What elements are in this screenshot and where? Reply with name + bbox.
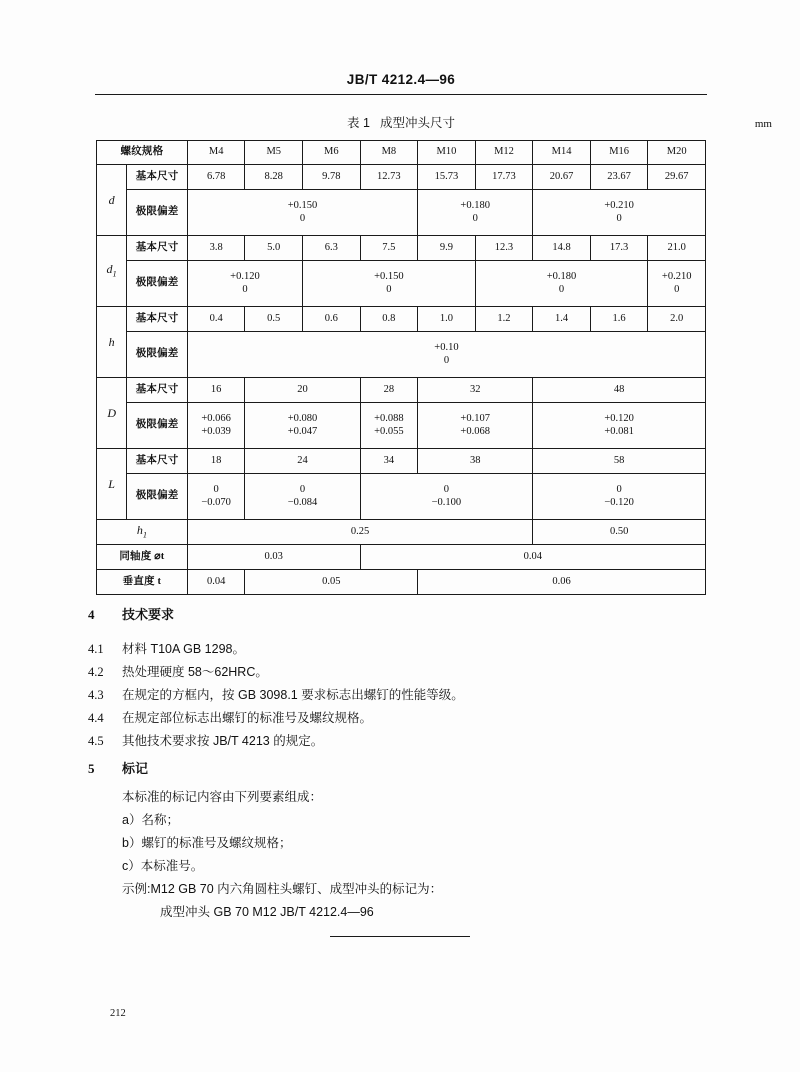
tol-lower: +0.039 bbox=[201, 425, 231, 437]
row-perpendicularity bbox=[97, 570, 706, 595]
cell-d1-basic-7: 17.3 bbox=[590, 236, 648, 261]
clause-5-example-mark: 成型冲头 GB 70 M12 JB/T 4212.4—96 bbox=[160, 905, 374, 919]
tol-lower: +0.081 bbox=[604, 425, 634, 437]
clause-5-heading bbox=[88, 758, 148, 777]
page-number: 212 bbox=[110, 1008, 126, 1019]
cell-d-tol-1 bbox=[418, 190, 533, 236]
cell-d-basic-4: 15.73 bbox=[418, 165, 476, 190]
clause-4-1-text: 材料 T10A GB 1298。 bbox=[122, 642, 245, 656]
tol-upper: +0.180 bbox=[546, 270, 577, 282]
cell-D-basic-0: 16 bbox=[187, 378, 245, 403]
cell-h-basic-7: 1.6 bbox=[590, 307, 648, 332]
clause-4-4 bbox=[88, 708, 372, 726]
row-D-basic bbox=[97, 378, 706, 403]
col-header-m6: M6 bbox=[303, 141, 361, 165]
col-header-m20: M20 bbox=[648, 141, 706, 165]
table-header-row bbox=[97, 141, 706, 165]
clause-5-line-a: a）名称； bbox=[122, 813, 179, 827]
cell-L-tol-0 bbox=[187, 474, 245, 520]
cell-d1-basic-4: 9.9 bbox=[418, 236, 476, 261]
label-h1-sub: 1 bbox=[142, 530, 148, 540]
clause-5-line-b: b）螺钉的标准号及螺纹规格； bbox=[122, 836, 292, 850]
cell-D-basic-2: 28 bbox=[360, 378, 418, 403]
tol-lower: −0.084 bbox=[287, 496, 318, 508]
cell-coaxiality-0: 0.03 bbox=[187, 545, 360, 570]
cell-L-tol-1 bbox=[245, 474, 360, 520]
label-tol-D: 极限偏差 bbox=[127, 403, 188, 449]
tol-upper: 0 bbox=[443, 483, 450, 495]
row-h-tolerance bbox=[97, 332, 706, 378]
clause-4-3 bbox=[88, 685, 464, 703]
cell-D-basic-1: 20 bbox=[245, 378, 360, 403]
tol-upper: 0 bbox=[616, 483, 622, 495]
tol-upper: +0.10 bbox=[434, 341, 459, 353]
cell-perpendicularity-2: 0.06 bbox=[418, 570, 706, 595]
cell-perpendicularity-1: 0.05 bbox=[245, 570, 418, 595]
table-unit-label: mm bbox=[754, 118, 772, 130]
cell-L-basic-0: 18 bbox=[187, 449, 245, 474]
cell-h-basic-2: 0.6 bbox=[303, 307, 361, 332]
cell-L-basic-1: 24 bbox=[245, 449, 360, 474]
cell-L-basic-4: 58 bbox=[533, 449, 706, 474]
cell-h1-1: 0.50 bbox=[533, 520, 706, 545]
clause-4-heading bbox=[88, 604, 174, 623]
row-coaxiality bbox=[97, 545, 706, 570]
clause-5-example-intro: 示例:M12 GB 70 内六角圆柱头螺钉、成型冲头的标记为： bbox=[122, 882, 443, 896]
symbol-d1-base: d bbox=[106, 262, 113, 277]
cell-D-tol-4 bbox=[533, 403, 706, 449]
cell-h-tol-0 bbox=[187, 332, 705, 378]
tol-lower: −0.120 bbox=[604, 496, 634, 508]
row-L-basic bbox=[97, 449, 706, 474]
clause-4-title: 技术要求 bbox=[122, 607, 175, 622]
tol-upper: +0.066 bbox=[201, 412, 231, 424]
cell-d-basic-3: 12.73 bbox=[360, 165, 418, 190]
cell-h-basic-0: 0.4 bbox=[187, 307, 245, 332]
tol-lower: +0.047 bbox=[287, 425, 318, 437]
cell-d1-basic-0: 3.8 bbox=[187, 236, 245, 261]
cell-perpendicularity-0: 0.04 bbox=[187, 570, 245, 595]
label-tol-h: 极限偏差 bbox=[127, 332, 188, 378]
cell-d1-basic-2: 6.3 bbox=[303, 236, 361, 261]
tol-lower: 0 bbox=[242, 283, 248, 295]
clause-4-5 bbox=[88, 731, 323, 749]
tol-upper: 0 bbox=[213, 483, 219, 495]
tol-lower: 0 bbox=[472, 212, 478, 224]
label-tol-d: 极限偏差 bbox=[127, 190, 188, 236]
clause-4-number: 4 bbox=[88, 607, 95, 622]
tol-upper: +0.120 bbox=[230, 270, 260, 282]
row-h-basic bbox=[97, 307, 706, 332]
col-header-m8: M8 bbox=[360, 141, 418, 165]
clause-5-number: 5 bbox=[88, 761, 95, 776]
cell-D-basic-3: 32 bbox=[418, 378, 533, 403]
symbol-d1-sub: 1 bbox=[112, 269, 117, 279]
tol-lower: 0 bbox=[443, 354, 450, 366]
tol-lower: 0 bbox=[674, 283, 680, 295]
header-rule bbox=[95, 94, 707, 95]
cell-d-basic-0: 6.78 bbox=[187, 165, 245, 190]
table-caption-number: 表 1 bbox=[347, 116, 370, 130]
cell-L-basic-2: 34 bbox=[360, 449, 418, 474]
tol-upper: +0.150 bbox=[287, 199, 318, 211]
cell-L-tol-2 bbox=[360, 474, 533, 520]
cell-d-basic-5: 17.73 bbox=[475, 165, 533, 190]
cell-h-basic-1: 0.5 bbox=[245, 307, 303, 332]
cell-h1-0: 0.25 bbox=[187, 520, 532, 545]
tol-upper: +0.120 bbox=[604, 412, 634, 424]
label-coaxiality: 同轴度 ⌀t bbox=[97, 545, 188, 570]
label-tol-L: 极限偏差 bbox=[127, 474, 188, 520]
tol-lower: +0.068 bbox=[460, 425, 490, 437]
clause-4-5-number: 4.5 bbox=[88, 734, 104, 748]
cell-D-basic-4: 48 bbox=[533, 378, 706, 403]
cell-d-basic-6: 20.67 bbox=[533, 165, 591, 190]
tol-upper: +0.210 bbox=[604, 199, 634, 211]
tol-upper: +0.150 bbox=[374, 270, 404, 282]
col-header-m14: M14 bbox=[533, 141, 591, 165]
tol-upper: 0 bbox=[299, 483, 306, 495]
table-caption bbox=[95, 113, 707, 131]
clause-4-3-number: 4.3 bbox=[88, 688, 104, 702]
label-h1 bbox=[97, 520, 188, 545]
symbol-L: L bbox=[97, 449, 127, 520]
symbol-d1 bbox=[97, 236, 127, 307]
label-tol-d1: 极限偏差 bbox=[127, 261, 188, 307]
label-basic-D: 基本尺寸 bbox=[127, 378, 188, 403]
row-D-tolerance bbox=[97, 403, 706, 449]
cell-h-basic-5: 1.2 bbox=[475, 307, 533, 332]
col-header-m5: M5 bbox=[245, 141, 303, 165]
cell-D-tol-3 bbox=[418, 403, 533, 449]
clause-4-4-text: 在规定部位标志出螺钉的标准号及螺纹规格。 bbox=[122, 711, 373, 725]
tol-lower: 0 bbox=[558, 283, 565, 295]
tol-upper: +0.107 bbox=[460, 412, 490, 424]
tol-upper: +0.180 bbox=[460, 199, 490, 211]
cell-d1-basic-6: 14.8 bbox=[533, 236, 591, 261]
cell-h-basic-3: 0.8 bbox=[360, 307, 418, 332]
cell-h-basic-8: 2.0 bbox=[648, 307, 706, 332]
tol-upper: +0.080 bbox=[287, 412, 318, 424]
table-caption-title: 成型冲头尺寸 bbox=[379, 116, 455, 130]
row-d-basic bbox=[97, 165, 706, 190]
label-h1-base: h bbox=[136, 523, 143, 538]
symbol-D: D bbox=[97, 378, 127, 449]
tol-lower: 0 bbox=[386, 283, 392, 295]
tol-lower: 0 bbox=[616, 212, 622, 224]
tol-lower: 0 bbox=[299, 212, 306, 224]
label-basic-h: 基本尺寸 bbox=[127, 307, 188, 332]
row-d1-tolerance bbox=[97, 261, 706, 307]
cell-d-basic-7: 23.67 bbox=[590, 165, 648, 190]
cell-d-basic-1: 8.28 bbox=[245, 165, 303, 190]
clause-4-4-number: 4.4 bbox=[88, 711, 104, 725]
dimensions-table bbox=[96, 140, 706, 595]
row-header-label: 螺纹规格 bbox=[97, 141, 188, 165]
tol-lower: +0.055 bbox=[374, 425, 404, 437]
col-header-m12: M12 bbox=[475, 141, 533, 165]
standard-number-header: JB/T 4212.4—96 bbox=[346, 72, 456, 87]
col-header-m10: M10 bbox=[418, 141, 476, 165]
cell-d1-basic-8: 21.0 bbox=[648, 236, 706, 261]
label-basic-L: 基本尺寸 bbox=[127, 449, 188, 474]
label-perpendicularity: 垂直度 t bbox=[97, 570, 188, 595]
tol-upper: +0.088 bbox=[374, 412, 404, 424]
cell-L-basic-3: 38 bbox=[418, 449, 533, 474]
col-header-m4: M4 bbox=[187, 141, 245, 165]
label-basic-d: 基本尺寸 bbox=[127, 165, 188, 190]
cell-d-basic-8: 29.67 bbox=[648, 165, 706, 190]
cell-d-tol-0 bbox=[187, 190, 417, 236]
clause-4-3-text: 在规定的方框内，按 GB 3098.1 要求标志出螺钉的性能等级。 bbox=[122, 688, 464, 702]
row-h1 bbox=[97, 520, 706, 545]
symbol-d: d bbox=[97, 165, 127, 236]
cell-d1-basic-3: 7.5 bbox=[360, 236, 418, 261]
cell-d1-tol-3 bbox=[648, 261, 706, 307]
cell-coaxiality-1: 0.04 bbox=[360, 545, 705, 570]
clause-5-line-c: c）本标准号。 bbox=[122, 859, 204, 873]
clause-4-1 bbox=[88, 639, 245, 657]
cell-D-tol-0 bbox=[187, 403, 245, 449]
row-d-tolerance bbox=[97, 190, 706, 236]
cell-d1-basic-1: 5.0 bbox=[245, 236, 303, 261]
clause-4-2-text: 热处理硬度 58～62HRC。 bbox=[122, 665, 268, 679]
label-basic-d1: 基本尺寸 bbox=[127, 236, 188, 261]
footer-rule bbox=[330, 936, 470, 937]
cell-D-tol-1 bbox=[245, 403, 360, 449]
tol-upper: +0.210 bbox=[661, 270, 692, 282]
cell-L-tol-3 bbox=[533, 474, 706, 520]
clause-4-5-text: 其他技术要求按 JB/T 4213 的规定。 bbox=[122, 734, 324, 748]
clause-4-2-number: 4.2 bbox=[88, 665, 104, 679]
cell-d1-tol-0 bbox=[187, 261, 302, 307]
cell-D-tol-2 bbox=[360, 403, 418, 449]
cell-d1-basic-5: 12.3 bbox=[475, 236, 533, 261]
cell-d1-tol-1 bbox=[303, 261, 476, 307]
symbol-h: h bbox=[97, 307, 127, 378]
cell-h-basic-6: 1.4 bbox=[533, 307, 591, 332]
cell-h-basic-4: 1.0 bbox=[418, 307, 476, 332]
cell-d-basic-2: 9.78 bbox=[303, 165, 361, 190]
clause-4-1-number: 4.1 bbox=[88, 642, 104, 656]
tol-lower: −0.100 bbox=[431, 496, 462, 508]
row-L-tolerance bbox=[97, 474, 706, 520]
clause-4-2 bbox=[88, 662, 268, 680]
col-header-m16: M16 bbox=[590, 141, 648, 165]
cell-d1-tol-2 bbox=[475, 261, 648, 307]
tol-lower: −0.070 bbox=[201, 496, 231, 508]
cell-d-tol-2 bbox=[533, 190, 706, 236]
row-d1-basic bbox=[97, 236, 706, 261]
clause-5-title: 标记 bbox=[122, 761, 149, 776]
clause-5-line-0: 本标准的标记内容由下列要素组成： bbox=[122, 790, 323, 804]
